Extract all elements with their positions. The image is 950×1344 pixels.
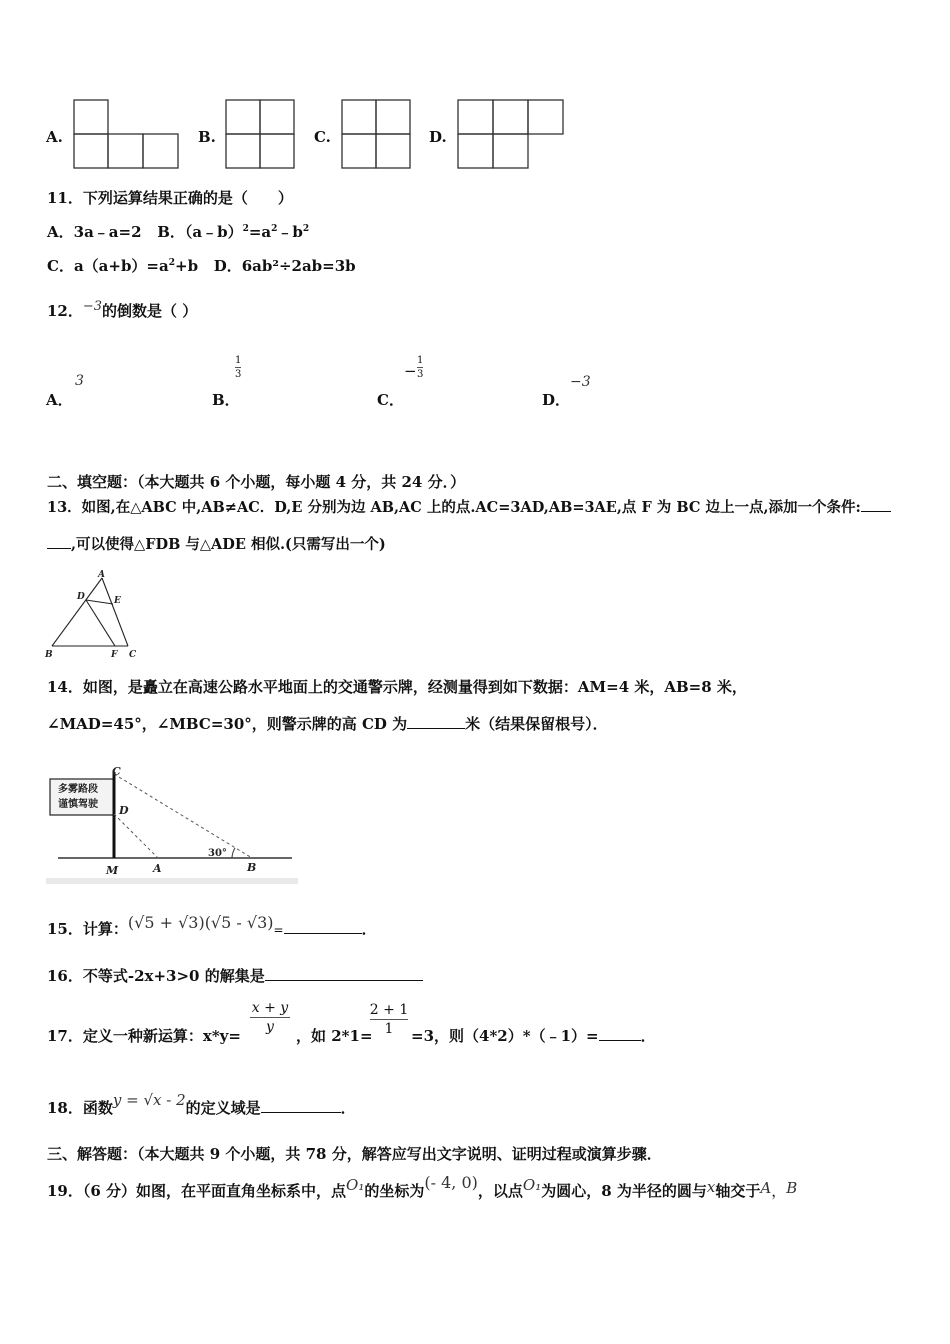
q12-option-c-fraction — [417, 355, 423, 380]
q11-option-a: A．3a﹣a=2 — [47, 223, 142, 241]
q14-line2-post: 米（结果保留根号）． — [465, 715, 608, 733]
q17-fraction-21-num: 2 + 1 — [369, 1002, 409, 1018]
q10-option-d-label: D. — [429, 128, 447, 146]
q11-option-b-pre: B．（a﹣b） — [157, 223, 243, 241]
q17-fraction-21 — [370, 1002, 408, 1037]
q14-line1: 14．如图，是矗立在高速公路水平地面上的交通警示牌，经测量得到如下数据：AM=4 米，AB=8 米， — [47, 678, 747, 696]
q15-blank[interactable] — [284, 919, 362, 934]
q14-blank[interactable] — [407, 714, 465, 729]
q12-stem-text: 的倒数是（ ） — [102, 302, 198, 320]
q12-option-b-fraction — [235, 355, 241, 380]
q10-option-b-figure — [225, 99, 297, 169]
q13-blank-a[interactable] — [861, 497, 891, 512]
q17-mid: ，如 2*1= — [296, 1027, 373, 1045]
q17-blank[interactable] — [599, 1026, 641, 1041]
q11-option-b-sup: 2 — [242, 224, 249, 234]
q11-option-b-post: =a — [248, 223, 272, 241]
q11-option-c — [47, 257, 198, 275]
q11-option-b-sup2: 2 — [271, 224, 278, 234]
q14-line2-pre: ∠MAD=45°，∠MBC=30°，则警示牌的高 CD 为 — [47, 715, 408, 733]
q19-text-2: 的坐标为 — [364, 1182, 425, 1200]
q11-option-c-post: +b — [175, 257, 199, 275]
q12-expression: −3 — [82, 299, 103, 314]
q15-equals: = — [273, 923, 284, 937]
q11-options-row1 — [47, 221, 309, 242]
q15-expression: (√5 + √3)(√5 - √3) — [127, 913, 274, 932]
q19-x-axis: x — [706, 1178, 716, 1196]
q14-sign-line2: 谨慎驾驶 — [58, 799, 98, 810]
q14-sign-line1: 多雾路段 — [58, 784, 98, 795]
q11-option-b — [157, 223, 309, 241]
q13-line1-text: 13．如图,在△ABC 中,AB≠AC．D,E 分别为边 AB,AC 上的点.AC=3AD,AB=3AE,点 F 为 BC 边上一点,添加一个条件: — [47, 499, 861, 516]
q12-option-b-den: 3 — [235, 369, 242, 380]
q12-number: 12． — [47, 302, 83, 320]
q16-text: 16．不等式-2x+3>0 的解集是 — [47, 967, 265, 985]
q19-text-1: 19．（6 分）如图，在平面直角坐标系中，点 — [47, 1182, 347, 1200]
q11-options-row2 — [47, 255, 356, 276]
q13-line2 — [47, 533, 386, 554]
q15-label: 15．计算： — [47, 920, 128, 938]
q19-text-4: 为圆心，8 为半径的圆与 — [541, 1182, 707, 1200]
q12-option-b-label: B． — [212, 391, 240, 409]
q13-fig-label-c: C — [129, 650, 137, 660]
q14-fig-label-a: A — [153, 862, 162, 875]
q18-label: 18．函数 — [47, 1099, 113, 1117]
q12-option-c-den: 3 — [417, 369, 424, 380]
q12-option-c-label: C． — [377, 391, 404, 409]
q13-fig-label-d: D — [77, 592, 85, 602]
q13-fig-label-f: F — [111, 650, 118, 660]
q13-fig-label-e: E — [114, 596, 121, 606]
q18-expression: y = √x - 2 — [112, 1091, 186, 1109]
q15-line — [47, 913, 377, 939]
q11-option-b-sup3: 2 — [302, 224, 310, 234]
q11-number: 11． — [47, 189, 83, 207]
q11-stem-text: 下列运算结果正确的是（ ） — [82, 189, 293, 207]
q15-end: ． — [361, 920, 377, 938]
q19-line — [47, 1173, 798, 1201]
q12-option-d-label: D． — [542, 391, 571, 409]
q19-point-a: A — [760, 1179, 772, 1197]
q18-end: ． — [340, 1099, 356, 1117]
q18-line — [47, 1091, 356, 1118]
q19-text-3: ，以点 — [477, 1182, 523, 1200]
q19-point-o1: O₁ — [346, 1176, 365, 1194]
q17-fraction-xy-num: x + y — [251, 1000, 289, 1016]
q14-fig-label-b: B — [247, 861, 257, 874]
q17-fraction-xy-den: y — [266, 1019, 274, 1035]
section3-heading: 三、解答题：（本大题共 9 个小题，共 78 分，解答应写出文字说明、证明过程或演算步骤． — [47, 1145, 662, 1163]
q19-coordinate: (- 4, 0) — [424, 1173, 478, 1192]
q17-tail — [411, 1025, 656, 1046]
q12-option-b-num: 1 — [235, 355, 242, 366]
q13-fig-label-b: B — [45, 650, 53, 660]
q12-option-a-value: 3 — [75, 373, 84, 389]
q19-point-b: B — [786, 1179, 798, 1197]
q13-blank-b[interactable] — [47, 534, 71, 549]
q12-option-c-num: 1 — [417, 355, 424, 366]
q17-label: 17．定义一种新运算：x*y= — [47, 1027, 241, 1045]
q17-end: ． — [640, 1027, 656, 1045]
q12-option-c-sign: − — [404, 362, 417, 380]
q11-option-c-sup: 2 — [168, 258, 175, 268]
q13-line2-text: ,可以使得△FDB 与△ADE 相似.(只需写出一个) — [71, 536, 386, 553]
q11-option-c-pre: C．a（a+b）=a — [47, 257, 169, 275]
q10-option-a-figure — [73, 99, 181, 169]
q10-option-a-label: A. — [46, 128, 63, 146]
q17-fraction-xy — [250, 1000, 290, 1035]
q13-fig-label-a: A — [98, 570, 105, 580]
q10-option-c-label: C. — [314, 128, 331, 146]
q19-text-5: 轴交于 — [715, 1182, 761, 1200]
q13-line1 — [47, 496, 891, 517]
q13-figure — [42, 566, 142, 662]
q12-option-d-value: −3 — [570, 374, 591, 390]
q14-fig-label-d: D — [119, 804, 129, 817]
q14-fig-label-c: C — [112, 765, 121, 778]
q12-option-a-label: A． — [46, 391, 73, 409]
q14-fig-label-m: M — [106, 864, 119, 877]
q14-figure — [46, 762, 298, 884]
q18-tail: 的定义域是 — [185, 1099, 261, 1117]
q14-fig-angle: 30° — [208, 848, 227, 859]
q18-blank[interactable] — [261, 1098, 341, 1113]
q10-option-d-figure — [457, 99, 565, 169]
q12-stem — [47, 300, 197, 321]
q17-tail-text: =3，则（4*2）*（﹣1）= — [411, 1027, 599, 1045]
q10-option-b-label: B. — [198, 128, 216, 146]
q16-blank[interactable] — [265, 966, 423, 981]
q16-line — [47, 965, 423, 986]
q19-point-o1-2: O₁ — [522, 1176, 542, 1194]
q11-stem — [47, 187, 293, 208]
q14-line2 — [47, 713, 608, 734]
q19-comma: ， — [771, 1182, 787, 1200]
q17-line — [47, 1025, 241, 1046]
section2-heading: 二、填空题：（本大题共 6 个小题，每小题 4 分，共 24 分．） — [47, 473, 466, 491]
q11-option-b-tail: ﹣b — [277, 223, 303, 241]
q11-option-d: D．6ab²÷2ab=3b — [213, 257, 356, 275]
q10-option-c-figure — [341, 99, 413, 169]
q17-fraction-21-den: 1 — [384, 1021, 394, 1037]
